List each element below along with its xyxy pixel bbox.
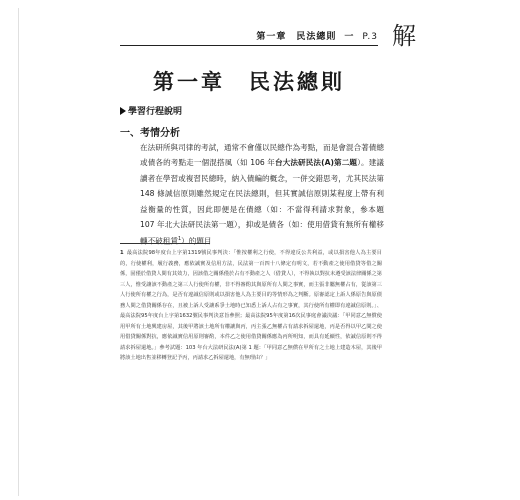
chapter-title: 第一章 民法總則 [153, 69, 345, 94]
body-text-part1: 在法研所與司律的考試，通常不會僅以民總作為考點，而是會混合著債總或債各的考點走一個混搭風（如 106 年 [140, 143, 384, 168]
footnote-text: 最高法院98年度台上字第1319號民事判決：「惟按權利之行使，不得違反公共利益，或以損害他人為主要目的，行使權利，履行義務，應依誠實及信用方法，民法第一百四十八條定有明文，若不動產之使用借貸等借之關係，固僅於借貸人間有其效力，因該借之關係僅於占有不動產之人（借貸人），不得執以對抗未遵受該法律關係之第三人，惟受讓該不動產之第三人行使所有權，非不得審酌其與原所有人間之事實，而主張非屬無權占有，從該第三人行使所有權之行為，是否有違誠信原則或以損害他人為主要目的等情形為之判斷。原審認定上訴人係原告與原債務人間之借貸關係存在，且被上訴人受讓系爭土地時已知悉上訴人占有之事實，其行使所有權即有違誠信原則。」、最高法院95年度台上字第1632號民事判決意旨參照；最高法院95年度第16次民事庭會議決議：「甲同意乙無償使用甲所有土地興建房屋，其後甲將該土地所有權讓與丙，丙主張乙無權占有請求拆屋還地，丙是否得以甲乙間之使用借貸關係對抗，應依誠實信用原則審酌，本件乙之使用借貸關係應為丙所明知，而具有延續性，依誠信原則不得請求拆屋還地。」參考試題：103 年台大法研民法(A)第 1 題：「甲同意乙無償在甲所有之土地上建造木屋，其後甲將該土地出售並移轉登記予丙，丙請求乙拆屋還地，有無理由？」 [120, 250, 382, 361]
section-heading-text: 學習行程說明 [128, 107, 183, 117]
section-heading [120, 104, 182, 117]
triangle-bullet-icon [120, 107, 126, 115]
footnote-number: 1 [120, 250, 124, 256]
body-text-part2: ）。建議讀者在學習或複習民總時，納入債編的概念，一併交錯思考，尤其民法第 148 條誠信原則雖然規定在民法總則，但其實誠信原則某程度上帶有利益衡量的性質，因此即便是在債總（如：不當得利請求對象，參本題 107 年北大法研民法第一題），抑或是債各（如：使用借貸有無所有權移轉不破租賃 [140, 158, 384, 246]
running-header-chapter: 第一章 民法總則 [256, 32, 337, 42]
sub-heading: 一、考情分析 [120, 128, 180, 139]
chapter-thumb-tab: 解 [392, 22, 416, 50]
footnote [120, 248, 382, 364]
running-header [120, 28, 378, 46]
body-text-tail: ）的題目 [181, 236, 212, 246]
footnote-ref: 1 [177, 236, 182, 243]
body-paragraph [140, 140, 384, 249]
page-number: P.3 [362, 32, 378, 42]
running-header-dash: 一 [344, 32, 355, 42]
body-text-bold: 台大法研民法(A)第二題 [274, 158, 358, 168]
footnote-divider [120, 243, 210, 244]
